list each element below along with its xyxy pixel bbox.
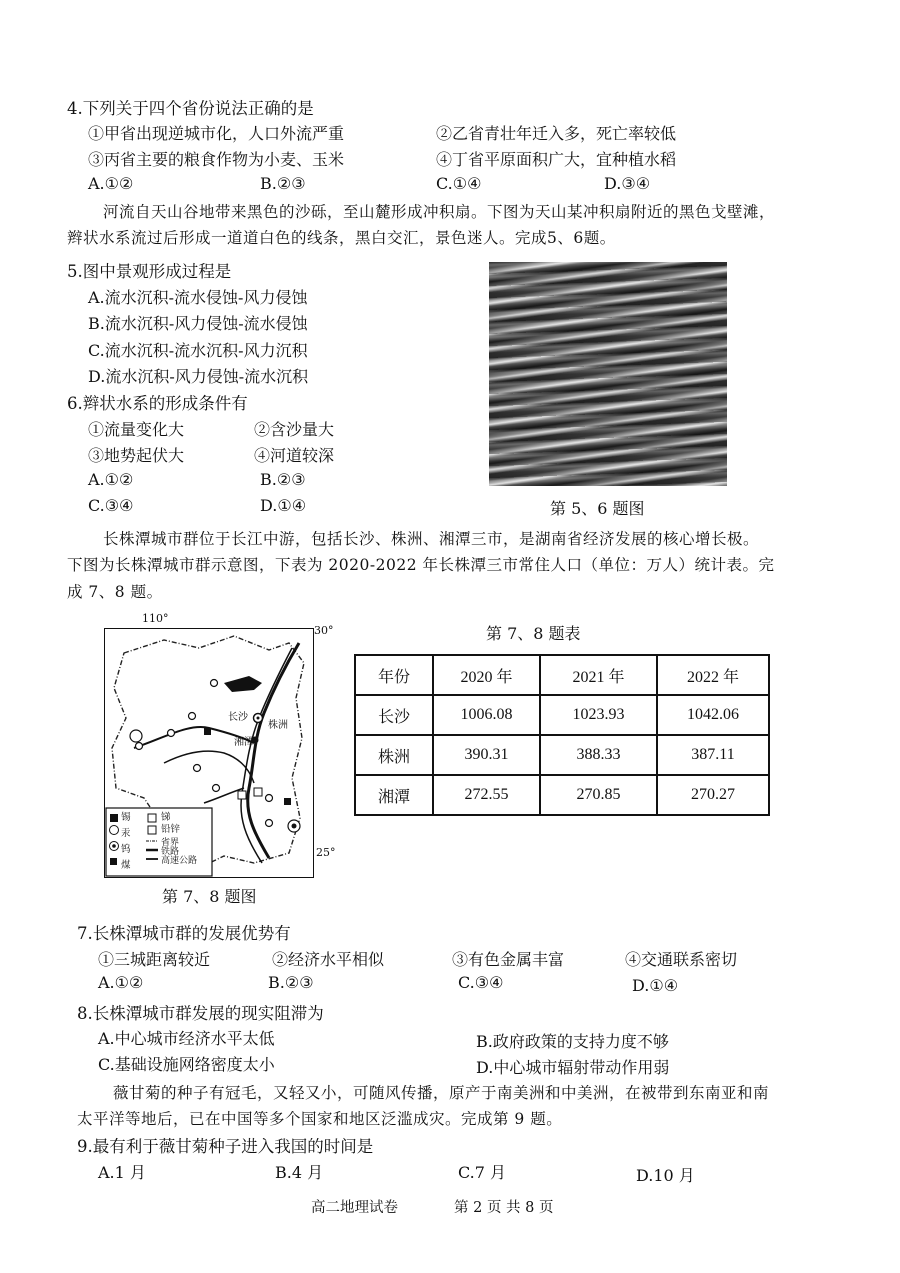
legend-tin: 锡 [121,812,131,823]
q5-stem: 5.图中景观形成过程是 [67,262,232,281]
table-cell: 270.85 [540,775,657,815]
footer-title: 高二地理试卷 [311,1200,398,1216]
q4-statement-3: ③丙省主要的粮食作物为小麦、玉米 [88,150,345,169]
table-header-year: 年份 [355,655,433,695]
legend-railway: 铁路 [161,847,180,857]
q7-option-a: A.①② [98,973,144,992]
table-cell: 湘潭 [355,775,433,815]
map-city-xiangtan: 湘潭 [234,737,254,748]
q9-option-c: C.7 月 [458,1163,507,1182]
table-caption: 第 7、8 题表 [486,624,581,643]
q6-statement-2: ②含沙量大 [254,420,335,439]
table-cell: 1023.93 [540,695,657,735]
q5-option-a: A.流水沉积-流水侵蚀-风力侵蚀 [88,288,308,307]
table-row [355,695,769,735]
table-cell: 长沙 [355,695,433,735]
q9-option-a: A.1 月 [98,1163,146,1182]
q9-option-d: D.10 月 [636,1166,695,1185]
table-row [355,735,769,775]
q8-option-d: D.中心城市辐射带动作用弱 [476,1058,670,1077]
intro56-line1: 河流自天山谷地带来黑色的沙砾，至山麓形成冲积扇。下图为天山某冲积扇附近的黑色戈壁滩， [103,203,776,221]
table-header-2022: 2022 年 [657,655,769,695]
map-city-changsha: 长沙 [228,712,248,723]
legend-mercury: 汞 [121,828,131,839]
intro78-line2: 下图为长株潭城市群示意图，下表为 2020-2022 年长株潭三市常住人口（单位：万人）统计表。完 [67,556,775,574]
map-lat-bottom-label: 25° [316,846,336,859]
braided-river-photo [489,262,727,486]
table-row [355,775,769,815]
q4-statement-1: ①甲省出现逆城市化，人口外流严重 [88,124,345,143]
q6-statement-3: ③地势起伏大 [88,446,185,465]
q8-stem: 8.长株潭城市群发展的现实阻滞为 [77,1004,324,1023]
table-cell: 270.27 [657,775,769,815]
table-header-row [355,655,769,695]
footer-page-number: 第 2 页 共 8 页 [454,1200,554,1216]
q7-statement-1: ①三城距离较近 [98,950,211,969]
q6-option-a: A.①② [88,470,134,489]
map-lat-top-label: 30° [314,624,334,637]
legend-boundary: 省界 [161,838,180,848]
q7-statement-4: ④交通联系密切 [625,950,738,969]
q5-option-c: C.流水沉积-流水沉积-风力沉积 [88,341,308,360]
legend-expressway: 高速公路 [161,856,198,866]
q9-stem: 9.最有利于薇甘菊种子进入我国的时间是 [77,1137,374,1156]
legend-tungsten: 钨 [121,844,131,855]
q7-option-c: C.③④ [458,973,504,992]
legend-coal: 煤 [121,860,131,871]
intro78-line1: 长株潭城市群位于长江中游，包括长沙、株洲、湘潭三市，是湖南省经济发展的核心增长极。 [103,530,760,548]
q4-option-c: C.①④ [436,174,482,193]
legend-antimony: 锑 [161,812,171,823]
q4-option-a: A.①② [88,174,134,193]
map-svg [104,628,314,878]
q5-option-d: D.流水沉积-风力侵蚀-流水沉积 [88,367,309,386]
table-header-2020: 2020 年 [433,655,540,695]
table-cell: 388.33 [540,735,657,775]
intro9-line1: 薇甘菊的种子有冠毛，又轻又小，可随风传播，原产于南美洲和中美洲，在被带到东南亚和南 [113,1084,770,1102]
q6-statement-1: ①流量变化大 [88,420,185,439]
intro9-line2: 太平洋等地后，已在中国等多个国家和地区泛滥成灾。完成第 9 题。 [77,1110,563,1128]
q8-option-b: B.政府政策的支持力度不够 [476,1032,669,1051]
intro56-line2: 辫状水系流过后形成一道道白色的线条，黑白交汇，景色迷人。完成5、6题。 [67,229,616,247]
q7-stem: 7.长株潭城市群的发展优势有 [77,924,291,943]
table-cell: 390.31 [433,735,540,775]
q4-option-d: D.③④ [604,174,651,193]
q4-stem: 4.下列关于四个省份说法正确的是 [67,99,314,118]
table-cell: 387.11 [657,735,769,775]
q6-stem: 6.辫状水系的形成条件有 [67,394,248,413]
table-cell: 1006.08 [433,695,540,735]
table-cell: 株洲 [355,735,433,775]
photo-caption: 第 5、6 题图 [550,499,645,518]
q5-option-b: B.流水沉积-风力侵蚀-流水侵蚀 [88,314,308,333]
legend-lead-zinc: 铅锌 [161,824,181,835]
q8-option-a: A.中心城市经济水平太低 [98,1029,275,1048]
q6-option-d: D.①④ [260,496,307,515]
intro78-line3: 成 7、8 题。 [67,583,163,601]
q4-option-b: B.②③ [260,174,306,193]
q7-option-b: B.②③ [268,973,314,992]
q6-statement-4: ④河道较深 [254,446,335,465]
q8-option-c: C.基础设施网络密度太小 [98,1055,275,1074]
table-cell: 1042.06 [657,695,769,735]
q7-option-d: D.①④ [632,976,679,995]
population-table [354,654,770,816]
changzhutan-map [104,612,336,878]
q6-option-c: C.③④ [88,496,134,515]
q4-statement-2: ②乙省青壮年迁入多，死亡率较低 [436,124,677,143]
q4-statement-4: ④丁省平原面积广大，宜种植水稻 [436,150,677,169]
q6-option-b: B.②③ [260,470,306,489]
q7-statement-3: ③有色金属丰富 [452,950,565,969]
map-city-zhuzhou: 株洲 [268,720,288,731]
q9-option-b: B.4 月 [275,1163,324,1182]
table-cell: 272.55 [433,775,540,815]
q7-statement-2: ②经济水平相似 [272,950,385,969]
map-caption: 第 7、8 题图 [162,887,257,906]
table-header-2021: 2021 年 [540,655,657,695]
map-longitude-label: 110° [142,612,169,625]
